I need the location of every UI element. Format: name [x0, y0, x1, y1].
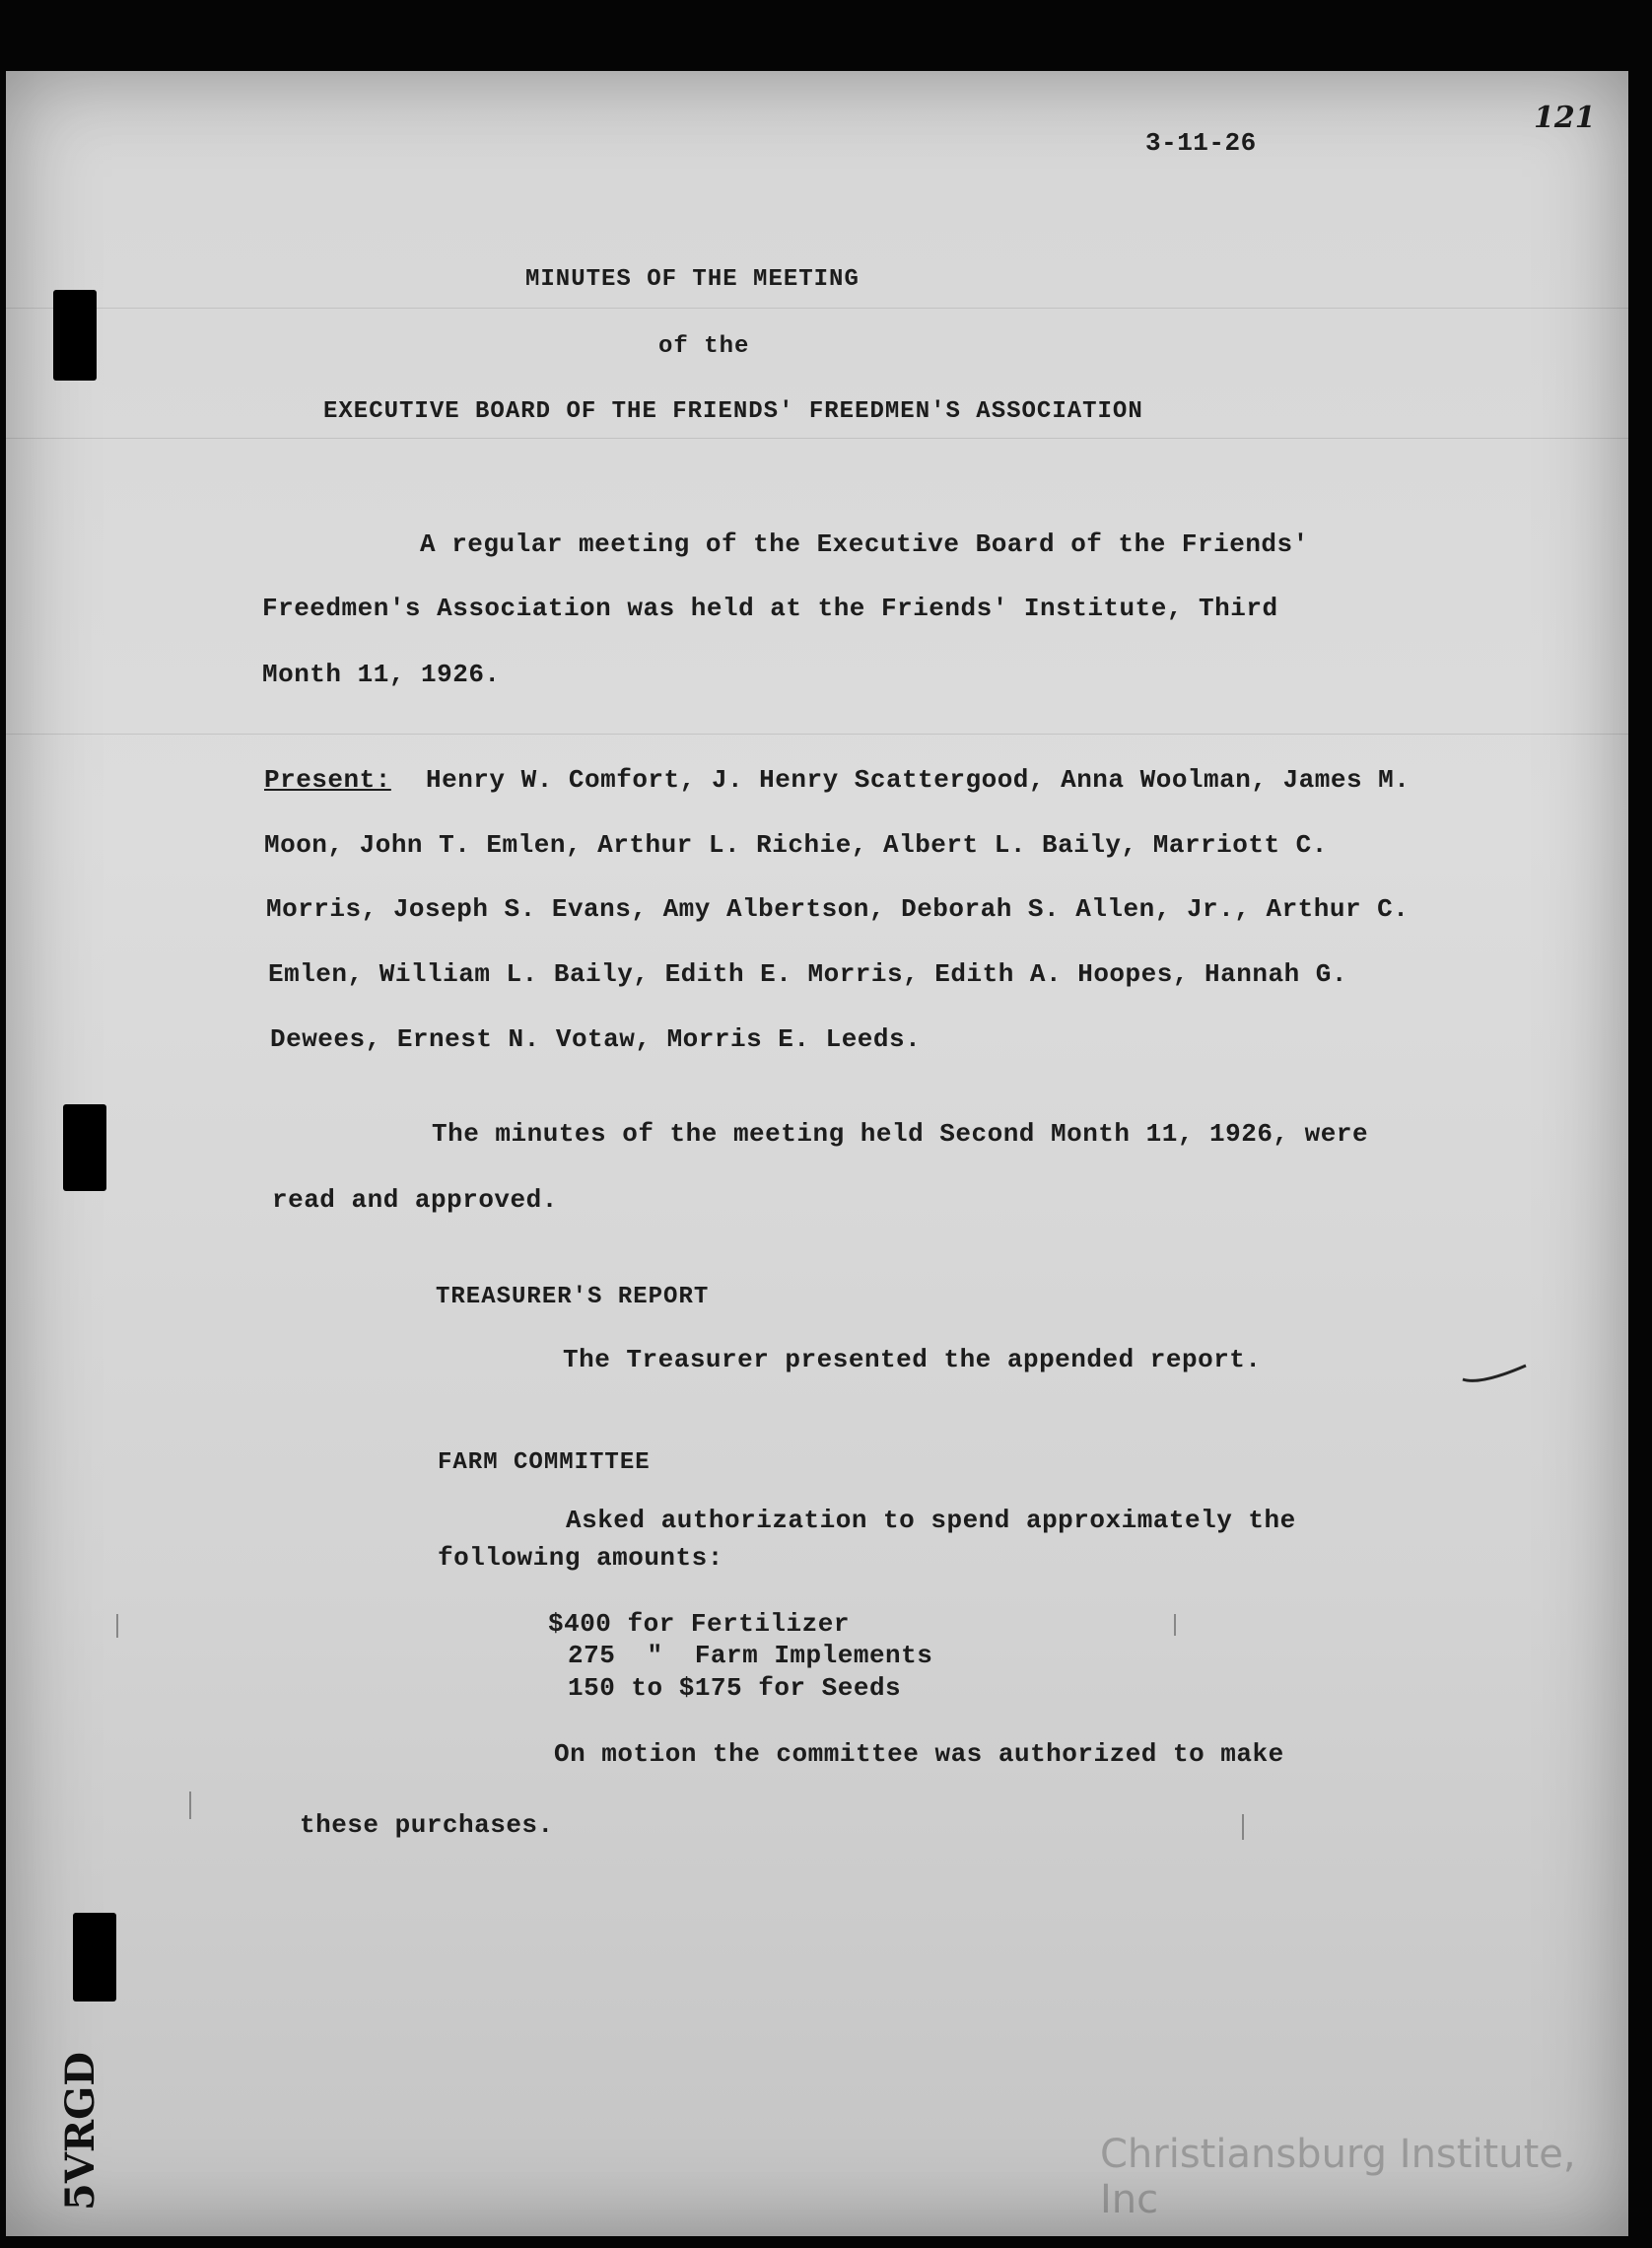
present-line-3: Morris, Joseph S. Evans, Amy Albertson, Deborah S. Allen, Jr., Arthur C. — [266, 894, 1410, 924]
document-page — [6, 71, 1628, 2236]
document-date: 3-11-26 — [1145, 128, 1257, 158]
scan-line — [6, 308, 1628, 309]
minutes-line-1: The minutes of the meeting held Second Month 11, 1926, were — [432, 1119, 1369, 1149]
title-line-3: EXECUTIVE BOARD OF THE FRIENDS' FREEDMEN'S ASSOCIATION — [323, 398, 1143, 425]
farm-text-line-1: Asked authorization to spend approximately the — [566, 1506, 1296, 1535]
handwritten-page-number: 121 — [1534, 101, 1596, 135]
farm-amount-1: $400 for Fertilizer — [548, 1609, 850, 1639]
intro-line-1: A regular meeting of the Executive Board of the Friends' — [420, 529, 1309, 559]
punch-hole — [73, 1913, 116, 2002]
title-line-1: MINUTES OF THE MEETING — [525, 266, 860, 293]
archive-code: 5VRGD — [57, 2052, 103, 2211]
scan-line — [6, 438, 1628, 439]
farm-amount-2: 275 " Farm Implements — [568, 1641, 933, 1670]
minutes-line-2: read and approved. — [272, 1185, 558, 1215]
intro-line-2: Freedmen's Association was held at the Friends' Institute, Third — [262, 594, 1278, 623]
scan-line — [6, 734, 1628, 735]
farm-text-line-2: following amounts: — [438, 1543, 723, 1573]
motion-line-2: these purchases. — [300, 1810, 554, 1840]
present-line-5: Dewees, Ernest N. Votaw, Morris E. Leeds. — [270, 1024, 922, 1054]
present-label: Present: — [264, 765, 391, 795]
scan-vignette — [6, 71, 1628, 2236]
check-mark — [1461, 1358, 1530, 1387]
punch-hole — [53, 290, 97, 381]
intro-line-3: Month 11, 1926. — [262, 660, 501, 689]
treasurer-text: The Treasurer presented the appended report. — [563, 1345, 1262, 1374]
present-line-1: Henry W. Comfort, J. Henry Scattergood, Anna Woolman, James M. — [426, 765, 1411, 795]
scan-mark — [1242, 1814, 1244, 1840]
motion-line-1: On motion the committee was authorized to make — [554, 1739, 1284, 1769]
watermark: Christiansburg Institute, Inc — [1100, 2132, 1576, 2222]
punch-hole — [63, 1104, 106, 1191]
title-line-2: of the — [658, 333, 750, 360]
scan-mark — [189, 1791, 191, 1819]
treasurer-heading: TREASURER'S REPORT — [436, 1284, 710, 1310]
farm-heading: FARM COMMITTEE — [438, 1449, 651, 1476]
scan-mark — [1174, 1614, 1176, 1636]
present-line-2: Moon, John T. Emlen, Arthur L. Richie, Albert L. Baily, Marriott C. — [264, 830, 1328, 860]
scan-mark — [116, 1614, 118, 1638]
present-line-4: Emlen, William L. Baily, Edith E. Morris, Edith A. Hoopes, Hannah G. — [268, 959, 1347, 989]
farm-amount-3: 150 to $175 for Seeds — [568, 1673, 902, 1703]
